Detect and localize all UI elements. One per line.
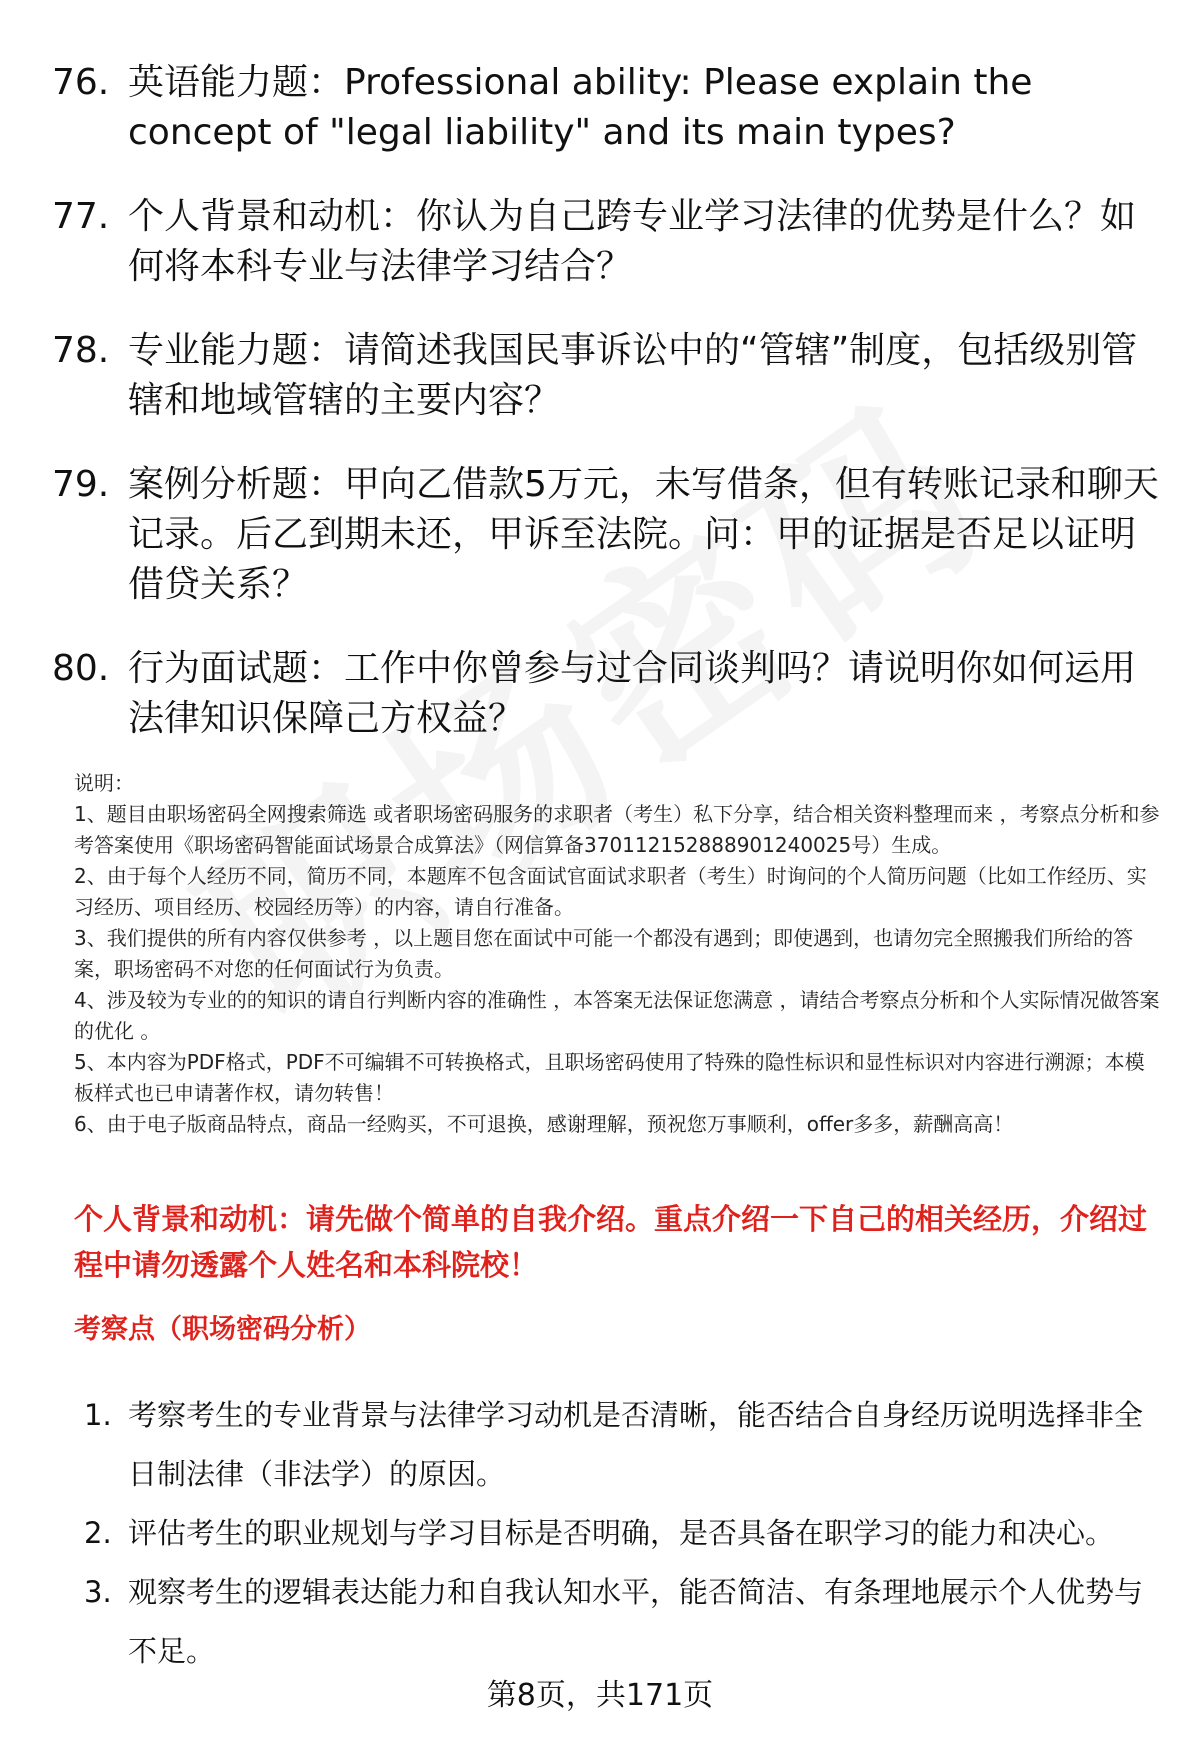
point-text: 考察考生的专业背景与法律学习动机是否清晰，能否结合自身经历说明选择非全日制法律（非法学）的原因。 — [128, 1398, 1144, 1491]
question-item — [52, 58, 1162, 158]
point-number: 3. — [84, 1575, 112, 1609]
question-item — [52, 460, 1162, 610]
note-item: 4、涉及较为专业的的知识的请自行判断内容的准确性 ，本答案无法保证您满意 ，请结合考察点分析和个人实际情况做答案的优化 。 — [74, 988, 1160, 1043]
question-number: 77. — [52, 196, 110, 237]
question-number: 79. — [52, 464, 110, 505]
note-item: 1、题目由职场密码全网搜索筛选 或者职场密码服务的求职者（考生）私下分享，结合相关资料整理而来 ，考察点分析和参考答案使用《职场密码智能面试场景合成算法》（网信算备370112152888901240025号）生成。 — [74, 802, 1160, 857]
question-item — [52, 644, 1162, 744]
question-text: 案例分析题：甲向乙借款5万元，未写借条，但有转账记录和聊天记录。后乙到期未还，甲诉至法院。问：甲的证据是否足以证明借贷关系？ — [128, 464, 1159, 605]
question-number: 80. — [52, 648, 110, 689]
question-text: 行为面试题：工作中你曾参与过合同谈判吗？请说明你如何运用法律知识保障己方权益？ — [128, 648, 1137, 739]
section-subtitle: 考察点（职场密码分析） — [74, 1314, 371, 1345]
question-item — [52, 192, 1162, 292]
question-item — [52, 326, 1162, 426]
question-text: 专业能力题：请简述我国民事诉讼中的“管辖”制度，包括级别管辖和地域管辖的主要内容？ — [128, 330, 1138, 421]
assessment-points — [84, 1386, 1154, 1681]
page-footer: 第8页，共171页 — [486, 1678, 714, 1713]
question-text: 英语能力题：Professional ability: Please explain the concept of "legal liability" and its main types? — [128, 62, 1033, 153]
point-text: 评估考生的职业规划与学习目标是否明确，是否具备在职学习的能力和决心。 — [128, 1516, 1115, 1550]
question-number: 78. — [52, 330, 110, 371]
notes-heading: 说明： — [74, 771, 134, 795]
note-item: 2、由于每个人经历不同，简历不同，本题库不包含面试官面试求职者（考生）时询问的个人简历问题（比如工作经历、实习经历、项目经历、校园经历等）的内容，请自行准备。 — [74, 864, 1147, 919]
point-text: 观察考生的逻辑表达能力和自我认知水平，能否简洁、有条理地展示个人优势与不足。 — [128, 1575, 1144, 1668]
point-number: 2. — [84, 1516, 112, 1550]
section-title: 个人背景和动机：请先做个简单的自我介绍。重点介绍一下自己的相关经历，介绍过程中请勿透露个人姓名和本科院校！ — [74, 1202, 1148, 1282]
assessment-point — [84, 1563, 1154, 1681]
assessment-point — [84, 1504, 1154, 1563]
note-item: 3、我们提供的所有内容仅供参考 ，以上题目您在面试中可能一个都没有遇到；即使遇到，也请勿完全照搬我们所给的答案，职场密码不对您的任何面试行为负责。 — [74, 926, 1134, 981]
note-item: 5、本内容为PDF格式，PDF不可编辑不可转换格式，且职场密码使用了特殊的隐性标识和显性标识对内容进行溯源；本模板样式也已申请著作权，请勿转售！ — [74, 1050, 1145, 1105]
note-item: 6、由于电子版商品特点，商品一经购买，不可退换，感谢理解，预祝您万事顺利，offer多多，薪酬高高！ — [74, 1112, 1014, 1136]
point-number: 1. — [84, 1398, 112, 1432]
question-list — [52, 58, 1162, 778]
disclaimer-notes — [74, 768, 1164, 1140]
question-text: 个人背景和动机：你认为自己跨专业学习法律的优势是什么？如何将本科专业与法律学习结合？ — [128, 196, 1137, 287]
assessment-point — [84, 1386, 1154, 1504]
question-number: 76. — [52, 62, 110, 103]
